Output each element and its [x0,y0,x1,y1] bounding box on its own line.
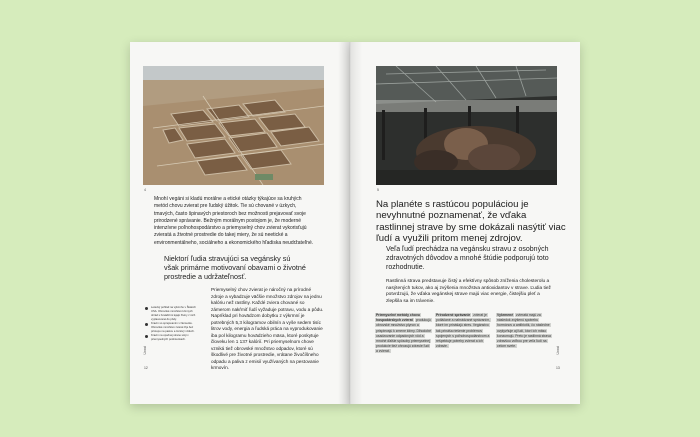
barn-interior-illustration [376,66,557,185]
right-column-2 [435,313,491,349]
sidenote-item: Letecký pohľad na výkrmňu v Štátoch USA. Obrovské množstvo kŕmnych ohrád s hovädzími lejajú živiny z nich vyplavované do pôdy. [145,306,197,322]
left-paragraph-1: Mnohí vegáni si kladú morálne a etické otázky týkajúce sa kruhých metód chovu zvierat pre ľudský úžitok. Tie sú chované v úzkych, tmavých, často špinavých priestoroch bez možnosti prejavovať svoje prirodzené správanie. Bežným morálnym postojom je, že moderné intenzívne poľnohospodárstvo a priemyselný chov zvierat vykorisťujú zvieratá a životné prostredie do takej miery, že sú neetické a environmentálneho, sociálneho a ekonomického hľadiska neudržateľné. [154,196,314,246]
feedlot-aerial-illustration [143,66,324,185]
right-column-1 [375,313,431,355]
bullet-icon [145,307,148,310]
right-page-number: 13 [556,366,560,370]
bullet-icon [145,335,148,338]
barn-interior-photo [376,66,557,185]
feedlot-aerial-photo [143,66,324,185]
column-text: produkujú obrovské množstvo plynov a prispievajú k zmene klímy. Dlhodobé usadzovanie odpadových vôd a mnohé ďalšie spôsoby priemyselnej produkcie tiež ohrozujú zdravie ľudí a zvierat. [376,318,431,354]
right-headline: Na planéte s rastúcou populáciou je nevyhnutné poznamenať, že vďaka rastlinnej strave by sme dokázali nasýtiť viac ľudí a využili pritom menej zdrojov. [376,199,566,244]
left-page-number: 12 [144,366,148,370]
right-column-3 [496,313,552,349]
bullet-icon [145,323,148,326]
left-pull-quote: Niektorí ľudia stravujúci sa vegánsky sú však primárne motivovaní obavami o životné prostredie a udržateľnosť. [164,254,306,282]
right-intro: Veľa ľudí prechádza na vegánsku stravu z osobných zdravotných dôvodov a mnohé štúdie podporujú toto rozhodnutie. [386,246,549,272]
image-sidenotes [145,306,197,343]
column-lead: Priemyselné metódy chovu hospodárskych zvierat [376,313,420,323]
column-text: zvierat je potláčané a nahrádzané správaním, ktoré im prinášajú stres. Vegánstvo tak prináša riešenie problémov spojených s poľnohospodárstvom a rešpektuje potreby zvierat a ich zdravie. [436,313,491,349]
column-lead: Vykrmené [497,313,514,317]
image-number-left: 4 [144,188,146,192]
column-text: zvieratá majú za následok zvýšenú spotrebu hormónov a antibiotík, čo následne ovplyvňuje aj ľudí, ktorí ich mäso konzumujú. Preto je rastlinná strava zdravšou voľbou pre veľa ľudí na celom svete. [497,313,551,349]
image-number-right: 5 [377,188,379,192]
left-paragraph-2: Priemyselný chov zvierat je náročný na prírodné zdroje a vybadzuje väčšie množstvo zdrojov na jednu kalóriu než rastliny. Každé zviera chované so zámerom nakŕmiť ľudí vyžaduje potravu, vodu a pôdu. Napríklad pri hovädzom dobytku z výkrmní je potrebných 5,3 kilogramov obilnín a vyše sedem tisíc litrov vody, energia a ľudská práca na vyprodukovanie iba pol kilogramu hovädzieho mäsa, ktoré poskytuje človeku len 1 137 kalórií. Pri priemyselnom chove vzniká tiež obrovské množstvo odpadov, ktoré sú škodlivé pre životné prostredie, vrátane živočíšneho odpadu a paliva z emisií využívaných na pestovanie krmovín. [211,287,324,370]
book-gutter [338,42,362,404]
right-section-label: Úvod [556,346,560,355]
left-section-label: Úvod [143,346,147,355]
sidenote-item: Kravín na opačnej strane stojí v priemyselných podmienkach. [145,334,197,342]
column-lead: Prirodzené správanie [436,313,471,317]
sidenote-item: Kravín so sprejovaním v Nemecku. Obrovské množstvo zvierat žije bez prístupu na pastvu a čerstvý vzduch. [145,322,197,334]
right-body-paragraph: Rastlinná strava predstavuje čistý a efektívny spôsob zníženia cholesterolu a nasýtených tukov, ako aj zvýšenia množstva antioxidantov v strave. Ľudia tiež potvrdzujú, že vďaka vegánskej strave majú viac energie, čistejšiu pleť a zlepšila sa im trávenie. [386,279,551,304]
